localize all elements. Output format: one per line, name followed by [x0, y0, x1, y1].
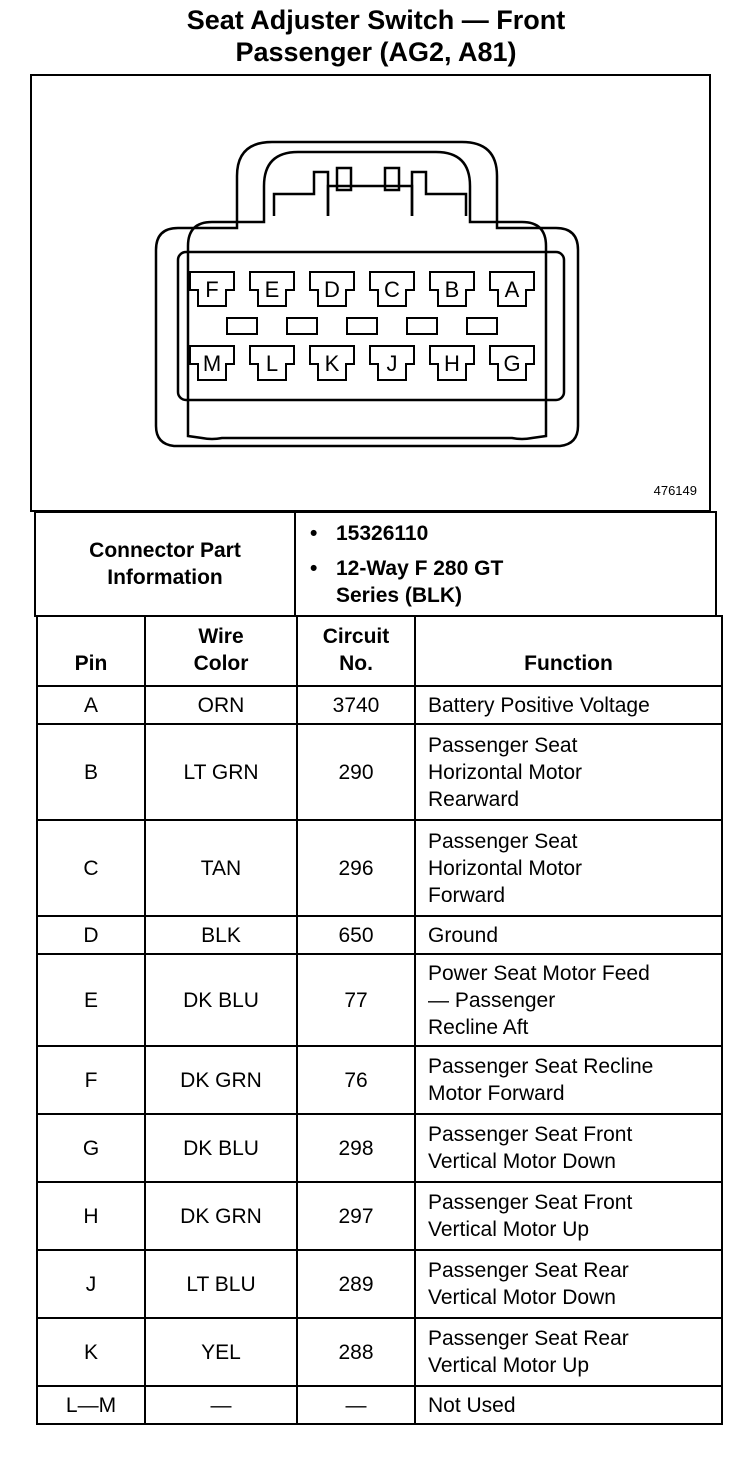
header-wire-color: Wire Color [145, 616, 297, 686]
pin-cell: J [37, 1250, 145, 1318]
page-title [0, 4, 752, 68]
function-cell [415, 916, 722, 954]
circuit-number-cell: 297 [297, 1182, 415, 1250]
function-cell [415, 820, 722, 916]
wire-color-cell: LT BLU [145, 1250, 297, 1318]
connector-diagram [30, 74, 711, 512]
function-cell [415, 1318, 722, 1386]
pin-cell: H [37, 1182, 145, 1250]
pin-slot-f [190, 272, 234, 306]
circuit-number-cell: 3740 [297, 686, 415, 724]
pin-cell: A [37, 686, 145, 724]
pin-cell: D [37, 916, 145, 954]
circuit-number-cell: 290 [297, 724, 415, 820]
circuit-number-cell: 77 [297, 954, 415, 1046]
function-line: Passenger Seat Rear [428, 1259, 629, 1282]
wire-color-cell: DK BLU [145, 954, 297, 1046]
function-line: Passenger Seat Rear [428, 1327, 629, 1350]
locking-latch [274, 172, 466, 216]
wire-color-cell: — [145, 1386, 297, 1424]
header-pin: Pin [37, 616, 145, 686]
pin-slot-e [250, 272, 294, 306]
pin-cell: L—M [37, 1386, 145, 1424]
circuit-number-cell: 288 [297, 1318, 415, 1386]
function-cell [415, 1114, 722, 1182]
function-line: — Passenger [428, 988, 556, 1012]
function-line: Power Seat Motor Feed [428, 961, 650, 985]
header-circuit-number: Circuit No. [297, 616, 415, 686]
wire-color-cell: LT GRN [145, 724, 297, 820]
table-row [37, 954, 722, 1046]
table-row [37, 686, 722, 724]
pin-table-header-row [37, 616, 722, 686]
pin-label: M [202, 351, 222, 376]
connector-description-line-1: • 12-Way F 280 GT [336, 555, 715, 582]
title-line-2: Passenger (AG2, A81) [235, 37, 517, 67]
function-line: Horizontal Motor [428, 856, 583, 880]
function-line: Vertical Motor Down [428, 1286, 616, 1309]
header-function: Function [415, 616, 722, 686]
table-row [37, 1386, 722, 1424]
pin-slot-l [250, 346, 294, 380]
function-line: Vertical Motor Up [428, 1218, 590, 1241]
pin-slot-c [370, 272, 414, 306]
pin-cell: C [37, 820, 145, 916]
pin-label: H [444, 351, 460, 376]
connector-part-info [34, 511, 717, 617]
function-line: Passenger Seat Front [428, 1191, 633, 1214]
function-line: Battery Positive Voltage [428, 693, 650, 717]
function-line: Vertical Motor Up [428, 1354, 590, 1377]
pin-slot-b [430, 272, 474, 306]
table-row [37, 916, 722, 954]
connector-info-label-line-2: Information [107, 566, 223, 589]
keying-slot [407, 318, 437, 334]
pin-cell: B [37, 724, 145, 820]
function-line: Passenger Seat [428, 829, 578, 853]
circuit-number-cell: 296 [297, 820, 415, 916]
table-row [37, 820, 722, 916]
connector-housing-outline [188, 152, 546, 439]
function-line: Forward [428, 883, 506, 907]
pin-slot-a [490, 272, 534, 306]
table-row [37, 1046, 722, 1114]
circuit-number-cell: 298 [297, 1114, 415, 1182]
pin-slot-k [310, 346, 354, 380]
pin-label: F [205, 277, 219, 302]
function-line: Passenger Seat Recline [428, 1055, 654, 1078]
wire-color-cell: DK BLU [145, 1114, 297, 1182]
pin-cell: F [37, 1046, 145, 1114]
connector-info-label [35, 512, 295, 616]
connector-part-number: • 15326110 [336, 520, 715, 547]
wire-color-cell: BLK [145, 916, 297, 954]
pin-slot-j [370, 346, 414, 380]
function-cell [415, 1386, 722, 1424]
pin-slot-d [310, 272, 354, 306]
pin-label: J [386, 351, 398, 376]
pin-label: G [503, 351, 521, 376]
wire-color-cell: DK GRN [145, 1046, 297, 1114]
function-line: Recline Aft [428, 1015, 529, 1039]
connector-face-drawing [32, 76, 709, 510]
function-line: Rearward [428, 787, 520, 811]
connector-description-line-2: Series (BLK) [336, 583, 463, 607]
pin-label: E [264, 277, 280, 302]
pin-cell: G [37, 1114, 145, 1182]
figure-number: 476149 [653, 483, 697, 498]
circuit-number-cell: 289 [297, 1250, 415, 1318]
function-line: Passenger Seat Front [428, 1123, 633, 1146]
function-line: Ground [428, 923, 499, 947]
table-row [37, 724, 722, 820]
keying-slot [227, 318, 257, 334]
pin-label: C [384, 277, 400, 302]
connector-info-label-line-1: Connector Part [89, 539, 241, 562]
keying-slot [287, 318, 317, 334]
wire-color-cell: TAN [145, 820, 297, 916]
function-cell [415, 1182, 722, 1250]
pin-label: A [504, 277, 520, 302]
function-cell [415, 724, 722, 820]
function-cell [415, 1250, 722, 1318]
function-line: Passenger Seat [428, 733, 578, 757]
function-line: Not Used [428, 1393, 516, 1417]
wire-color-cell: ORN [145, 686, 297, 724]
pin-cell: E [37, 954, 145, 1046]
function-line: Motor Forward [428, 1082, 565, 1105]
function-cell [415, 686, 722, 724]
table-row [37, 1182, 722, 1250]
wire-color-cell: DK GRN [145, 1182, 297, 1250]
keying-slot [467, 318, 497, 334]
title-line-1: Seat Adjuster Switch — Front [186, 5, 566, 35]
function-cell [415, 954, 722, 1046]
table-row [37, 1250, 722, 1318]
function-line: Horizontal Motor [428, 760, 583, 784]
table-row [37, 1318, 722, 1386]
circuit-number-cell: 76 [297, 1046, 415, 1114]
pin-label: D [324, 277, 340, 302]
function-line: Vertical Motor Down [428, 1150, 616, 1173]
pin-slot-g [490, 346, 534, 380]
pin-slot-m [190, 346, 234, 380]
circuit-number-cell: — [297, 1386, 415, 1424]
wire-color-cell: YEL [145, 1318, 297, 1386]
pin-table [36, 615, 723, 1425]
circuit-number-cell: 650 [297, 916, 415, 954]
table-row [37, 1114, 722, 1182]
pin-slot-h [430, 346, 474, 380]
pin-label: K [324, 351, 340, 376]
connector-info-values [295, 512, 716, 616]
pin-label: B [444, 277, 460, 302]
keying-slot [347, 318, 377, 334]
pin-label: L [265, 351, 279, 376]
function-cell [415, 1046, 722, 1114]
pin-cell: K [37, 1318, 145, 1386]
